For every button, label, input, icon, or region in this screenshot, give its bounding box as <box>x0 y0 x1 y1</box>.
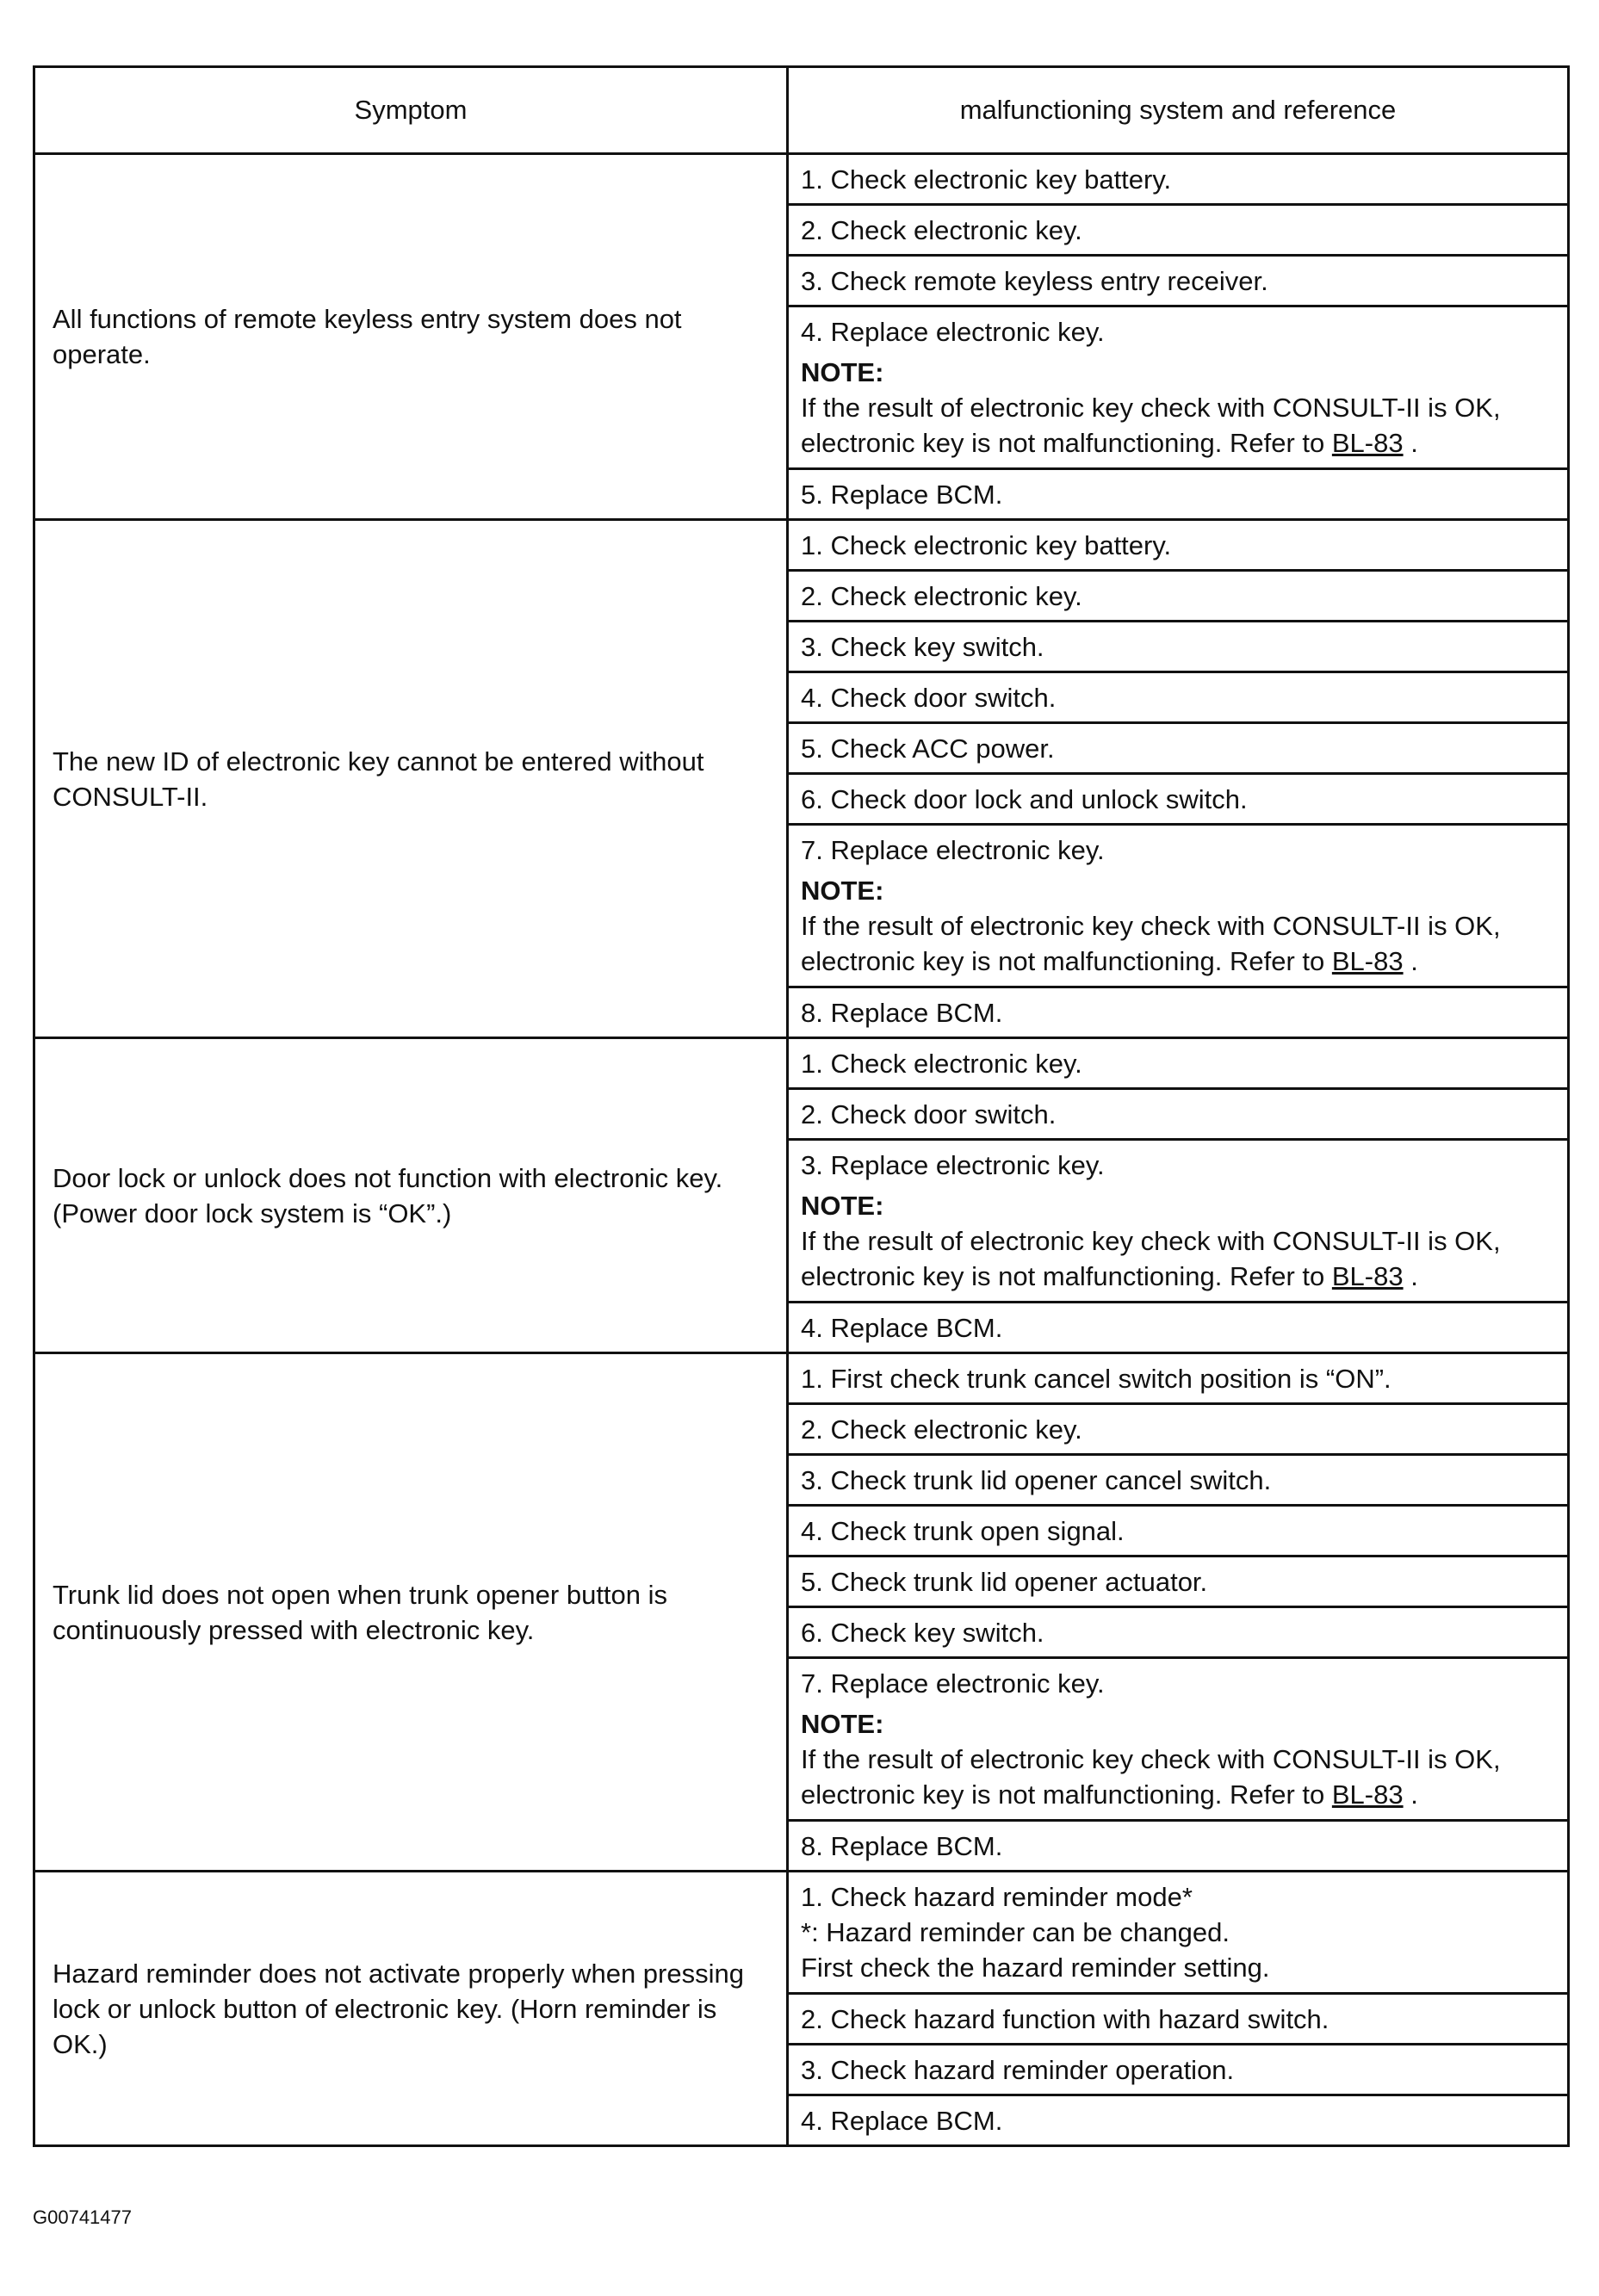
step-cell: 4. Check trunk open signal. <box>788 1506 1569 1556</box>
symptom-table <box>33 65 1570 2147</box>
step-text: 7. Replace electronic key. <box>801 835 1105 865</box>
header-symptom: Symptom <box>34 67 788 154</box>
reference-link[interactable]: BL-83 <box>1331 1261 1404 1291</box>
step-cell: 2. Check door switch. <box>788 1089 1569 1140</box>
step-cell: 3. Check key switch. <box>788 622 1569 672</box>
step-cell: 4. Replace BCM. <box>788 2095 1569 2146</box>
note-body <box>801 908 1555 979</box>
note-end: . <box>1410 1779 1418 1810</box>
step-cell: 5. Replace BCM. <box>788 469 1569 520</box>
step-text: 3. Replace electronic key. <box>801 1150 1105 1180</box>
reference-link[interactable]: BL-83 <box>1331 946 1404 976</box>
note-end: . <box>1410 946 1418 976</box>
note-body <box>801 390 1555 461</box>
table-row <box>34 1038 1569 1089</box>
note-label: NOTE: <box>801 876 884 906</box>
step-cell: 2. Check hazard function with hazard switch. <box>788 1994 1569 2045</box>
step-extra-line: First check the hazard reminder setting. <box>801 1953 1270 1983</box>
note-body <box>801 1223 1555 1294</box>
step-cell: 4. Replace BCM. <box>788 1303 1569 1353</box>
step-text: 7. Replace electronic key. <box>801 1668 1105 1699</box>
note-text: If the result of electronic key check with CONSULT-II is OK, electronic key is not malfunctioning. Refer to <box>801 911 1501 976</box>
step-cell: 4. Check door switch. <box>788 672 1569 723</box>
step-cell: 2. Check electronic key. <box>788 1404 1569 1455</box>
symptom-cell: The new ID of electronic key cannot be entered without CONSULT-II. <box>34 520 788 1038</box>
step-cell: 8. Replace BCM. <box>788 1821 1569 1872</box>
table-header-row <box>34 67 1569 154</box>
note-label: NOTE: <box>801 1709 884 1739</box>
step-cell: 3. Check trunk lid opener cancel switch. <box>788 1455 1569 1506</box>
note-end: . <box>1410 428 1418 458</box>
step-cell-multiline <box>788 1872 1569 1994</box>
header-reference: malfunctioning system and reference <box>788 67 1569 154</box>
table-row <box>34 1353 1569 1404</box>
note-end: . <box>1410 1261 1418 1291</box>
table-row <box>34 1872 1569 1994</box>
step-text: 4. Replace electronic key. <box>801 317 1105 347</box>
note-text: If the result of electronic key check with CONSULT-II is OK, electronic key is not malfunctioning. Refer to <box>801 1226 1501 1291</box>
step-cell: 1. Check electronic key. <box>788 1038 1569 1089</box>
step-cell: 2. Check electronic key. <box>788 205 1569 256</box>
step-cell: 1. Check electronic key battery. <box>788 520 1569 571</box>
symptom-cell: Door lock or unlock does not function with electronic key. (Power door lock system is “OK”.) <box>34 1038 788 1353</box>
symptom-cell: Hazard reminder does not activate properly when pressing lock or unlock button of electronic key. (Horn reminder is OK.) <box>34 1872 788 2146</box>
step-cell: 2. Check electronic key. <box>788 571 1569 622</box>
note-text: If the result of electronic key check with CONSULT-II is OK, electronic key is not malfunctioning. Refer to <box>801 393 1501 458</box>
table-row <box>34 154 1569 205</box>
reference-link[interactable]: BL-83 <box>1331 1779 1404 1810</box>
table-row <box>34 520 1569 571</box>
step-cell-with-note <box>788 825 1569 987</box>
step-cell: 6. Check key switch. <box>788 1607 1569 1658</box>
step-cell-with-note <box>788 1140 1569 1303</box>
step-cell: 3. Check remote keyless entry receiver. <box>788 256 1569 306</box>
note-label: NOTE: <box>801 357 884 387</box>
symptom-cell: Trunk lid does not open when trunk opener button is continuously pressed with electronic key. <box>34 1353 788 1872</box>
step-cell: 8. Replace BCM. <box>788 987 1569 1038</box>
step-cell: 1. First check trunk cancel switch position is “ON”. <box>788 1353 1569 1404</box>
step-cell: 3. Check hazard reminder operation. <box>788 2045 1569 2095</box>
note-label: NOTE: <box>801 1191 884 1221</box>
step-cell: 6. Check door lock and unlock switch. <box>788 774 1569 825</box>
symptom-cell: All functions of remote keyless entry system does not operate. <box>34 154 788 520</box>
step-cell-with-note <box>788 306 1569 469</box>
note-text: If the result of electronic key check with CONSULT-II is OK, electronic key is not malfunctioning. Refer to <box>801 1744 1501 1810</box>
step-text: 1. Check hazard reminder mode* <box>801 1882 1193 1912</box>
note-body <box>801 1742 1555 1812</box>
step-extra-line: *: Hazard reminder can be changed. <box>801 1917 1230 1947</box>
step-cell: 5. Check trunk lid opener actuator. <box>788 1556 1569 1607</box>
figure-id: G00741477 <box>33 2206 132 2228</box>
reference-link[interactable]: BL-83 <box>1331 428 1404 458</box>
step-cell: 5. Check ACC power. <box>788 723 1569 774</box>
step-cell: 1. Check electronic key battery. <box>788 154 1569 205</box>
step-cell-with-note <box>788 1658 1569 1821</box>
